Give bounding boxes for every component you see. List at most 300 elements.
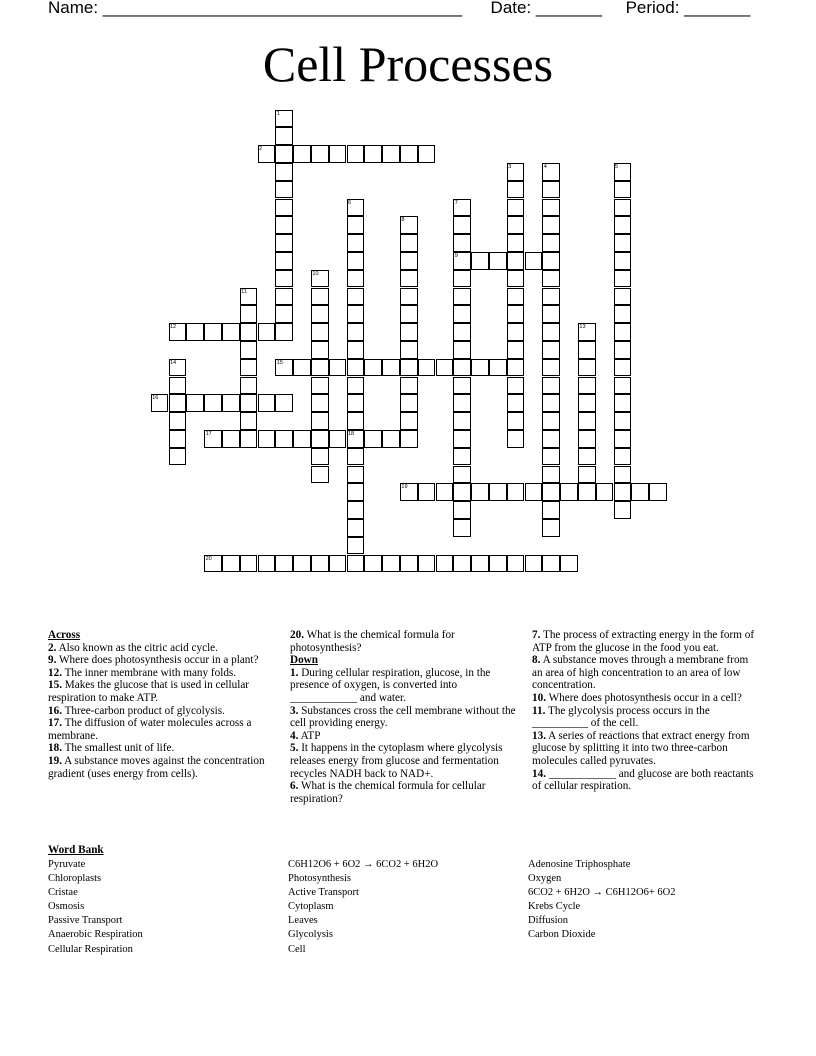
crossword-cell[interactable] — [578, 377, 596, 395]
crossword-clue-number: 19 — [401, 484, 408, 491]
crossword-cell[interactable] — [631, 483, 649, 501]
crossword-cell[interactable] — [453, 305, 471, 323]
crossword-cell[interactable] — [614, 270, 632, 288]
crossword-cell[interactable] — [436, 359, 454, 377]
clue-item — [290, 730, 518, 743]
crossword-cell[interactable] — [453, 394, 471, 412]
clue-number: 16. — [48, 704, 62, 717]
crossword-clue-number: 2 — [259, 146, 263, 153]
clue-text: Makes the glucose that is used in cellular respiration to make ATP. — [48, 679, 250, 704]
crossword-cell[interactable] — [507, 483, 525, 501]
crossword-cell[interactable] — [400, 555, 418, 573]
page-title: Cell Processes — [262, 36, 554, 92]
crossword-cell[interactable] — [240, 377, 258, 395]
crossword-cell[interactable] — [614, 216, 632, 234]
crossword-cell[interactable] — [347, 519, 365, 537]
crossword-cell[interactable] — [311, 341, 329, 359]
crossword-cell[interactable] — [347, 216, 365, 234]
crossword-cell[interactable] — [489, 252, 507, 270]
crossword-cell[interactable] — [329, 359, 347, 377]
crossword-cell[interactable] — [471, 555, 489, 573]
crossword-cell[interactable] — [542, 412, 560, 430]
crossword-cell[interactable] — [400, 394, 418, 412]
clue-text: Three-carbon product of glycolysis. — [64, 704, 225, 717]
clue-number: 7. — [532, 629, 541, 641]
crossword-cell[interactable] — [578, 359, 596, 377]
crossword-cell[interactable] — [542, 341, 560, 359]
crossword-cell[interactable] — [222, 323, 240, 341]
crossword-cell[interactable] — [240, 555, 258, 573]
crossword-cell[interactable] — [293, 555, 311, 573]
crossword-clue-number: 15 — [276, 359, 283, 366]
clue-text: What is the chemical formula for photosynthesis? — [290, 629, 455, 654]
crossword-cell[interactable] — [542, 359, 560, 377]
crossword-cell[interactable] — [453, 270, 471, 288]
crossword-cell[interactable] — [240, 341, 258, 359]
crossword-cell[interactable] — [240, 412, 258, 430]
crossword-cell[interactable] — [471, 483, 489, 501]
crossword-cell[interactable] — [507, 555, 525, 573]
crossword-cell[interactable] — [596, 483, 614, 501]
crossword-cell[interactable] — [222, 555, 240, 573]
date-field-label[interactable]: Date: _______ — [490, 0, 603, 17]
crossword-cell[interactable] — [240, 394, 258, 412]
crossword-cell[interactable] — [400, 377, 418, 395]
crossword-cell[interactable] — [578, 466, 596, 484]
clue-number: 1. — [290, 666, 299, 679]
crossword-cell[interactable] — [311, 430, 329, 448]
crossword-cell[interactable] — [542, 466, 560, 484]
crossword-cell[interactable] — [347, 412, 365, 430]
crossword-cell[interactable] — [560, 483, 578, 501]
crossword-cell[interactable] — [525, 252, 543, 270]
crossword-cell[interactable] — [542, 270, 560, 288]
word-bank-item: Leaves — [288, 915, 318, 927]
clue-number: 14. — [532, 767, 546, 780]
crossword-cell[interactable] — [275, 181, 293, 199]
crossword-cell[interactable] — [614, 305, 632, 323]
crossword-cell[interactable] — [542, 483, 560, 501]
clue-item — [532, 705, 760, 730]
name-field-label[interactable]: Name: ______________________________________ — [48, 0, 463, 17]
crossword-clue-number: 16 — [152, 395, 159, 402]
crossword-cell[interactable] — [453, 359, 471, 377]
crossword-cell[interactable] — [400, 145, 418, 163]
word-bank-item: Carbon Dioxide — [528, 929, 596, 941]
clue-text: The process of extracting energy in the form of ATP from the glucose in the food you eat. — [532, 629, 755, 654]
crossword-cell[interactable] — [347, 234, 365, 252]
crossword-cell[interactable] — [614, 394, 632, 412]
clue-text: What is the chemical formula for cellular respiration? — [290, 780, 486, 805]
crossword-cell[interactable] — [489, 555, 507, 573]
crossword-cell[interactable] — [293, 145, 311, 163]
word-bank-item: Diffusion — [528, 915, 569, 927]
crossword-cell[interactable] — [542, 216, 560, 234]
crossword-cell[interactable] — [347, 537, 365, 555]
crossword-cell[interactable] — [275, 234, 293, 252]
crossword-cell[interactable] — [507, 234, 525, 252]
crossword-cell[interactable] — [311, 412, 329, 430]
crossword-cell[interactable] — [400, 234, 418, 252]
crossword-cell[interactable] — [614, 412, 632, 430]
crossword-cell[interactable] — [258, 394, 276, 412]
crossword-cell[interactable] — [275, 430, 293, 448]
crossword-cell[interactable] — [507, 394, 525, 412]
crossword-cell[interactable] — [418, 359, 436, 377]
crossword-cell[interactable] — [542, 519, 560, 537]
crossword-cell[interactable] — [453, 216, 471, 234]
clue-item — [48, 642, 276, 655]
crossword-cell[interactable] — [186, 394, 204, 412]
crossword-cell[interactable] — [507, 199, 525, 217]
crossword-cell[interactable] — [418, 145, 436, 163]
crossword-clue-number: 20 — [205, 555, 212, 562]
crossword-cell[interactable] — [542, 288, 560, 306]
crossword-cell[interactable] — [258, 323, 276, 341]
word-bank-item: Adenosine Triphosphate — [528, 859, 631, 870]
crossword-cell[interactable] — [614, 252, 632, 270]
crossword-cell[interactable] — [400, 323, 418, 341]
clue-item — [48, 705, 276, 718]
crossword-cell[interactable] — [275, 199, 293, 217]
crossword-cell[interactable] — [382, 145, 400, 163]
word-bank-column-3 — [528, 858, 675, 943]
crossword-cell[interactable] — [400, 341, 418, 359]
crossword-cell[interactable] — [400, 305, 418, 323]
crossword-cell[interactable] — [347, 377, 365, 395]
crossword-cell[interactable] — [453, 448, 471, 466]
crossword-cell[interactable] — [489, 359, 507, 377]
word-bank-item: Passive Transport — [48, 915, 123, 927]
clue-text: A substance moves through a membrane from an area of high concentration to an area of low concentration. — [532, 654, 749, 692]
crossword-cell[interactable] — [275, 288, 293, 306]
crossword-cell[interactable] — [275, 252, 293, 270]
crossword-cell[interactable] — [275, 555, 293, 573]
crossword-cell[interactable] — [453, 412, 471, 430]
clue-text: It happens in the cytoplasm where glycolysis releases energy from glucose and fermentation recycles NADH back to NAD+. — [290, 742, 503, 780]
word-bank-item: Cristae — [48, 887, 78, 899]
crossword-cell[interactable] — [311, 377, 329, 395]
crossword-cell[interactable] — [578, 430, 596, 448]
clue-text: During cellular respiration, glucose, in the presence of oxygen, is converted into ____________ and water. — [290, 666, 491, 704]
word-bank-item: Cytoplasm — [288, 901, 334, 913]
crossword-cell[interactable] — [578, 483, 596, 501]
clue-text: The smallest unit of life. — [64, 742, 175, 755]
crossword-cell[interactable] — [453, 341, 471, 359]
crossword-cell[interactable] — [311, 448, 329, 466]
crossword-cell[interactable] — [293, 359, 311, 377]
crossword-cell[interactable] — [347, 323, 365, 341]
clue-number: 12. — [48, 666, 62, 679]
crossword-cell[interactable] — [311, 323, 329, 341]
crossword-cell[interactable] — [453, 519, 471, 537]
crossword-cell[interactable] — [542, 234, 560, 252]
crossword-cell[interactable] — [222, 430, 240, 448]
crossword-cell[interactable] — [614, 199, 632, 217]
word-bank-item: Cell — [288, 943, 306, 955]
crossword-cell[interactable] — [507, 270, 525, 288]
crossword-cell[interactable] — [542, 323, 560, 341]
crossword-cell[interactable] — [436, 555, 454, 573]
crossword-cell[interactable] — [400, 288, 418, 306]
crossword-cell[interactable] — [507, 181, 525, 199]
period-field-label[interactable]: Period: _______ — [625, 0, 751, 17]
crossword-cell[interactable] — [614, 501, 632, 519]
crossword-cell[interactable] — [169, 448, 187, 466]
crossword-cell[interactable] — [614, 323, 632, 341]
crossword-cell[interactable] — [382, 430, 400, 448]
crossword-cell[interactable] — [400, 270, 418, 288]
crossword-clue-number: 3 — [508, 163, 512, 170]
clue-text: Also known as the citric acid cycle. — [58, 641, 218, 654]
crossword-clue-number: 1 — [276, 110, 280, 117]
crossword-cell[interactable] — [525, 483, 543, 501]
crossword-cell[interactable] — [614, 483, 632, 501]
crossword-cell[interactable] — [275, 127, 293, 145]
crossword-cell[interactable] — [204, 394, 222, 412]
crossword-cell[interactable] — [311, 305, 329, 323]
crossword-cell[interactable] — [525, 555, 543, 573]
crossword-clue-number: 11 — [241, 288, 247, 295]
clue-item — [48, 755, 276, 780]
crossword-cell[interactable] — [240, 305, 258, 323]
crossword-cell[interactable] — [614, 288, 632, 306]
crossword-cell[interactable] — [453, 501, 471, 519]
crossword-cell[interactable] — [329, 145, 347, 163]
word-bank-item: C6H12O6 + 6O2 → 6CO2 + 6H2O — [288, 859, 439, 870]
crossword-cell[interactable] — [169, 430, 187, 448]
crossword-cell[interactable] — [453, 483, 471, 501]
crossword-cell[interactable] — [293, 430, 311, 448]
crossword-cell[interactable] — [275, 270, 293, 288]
clue-number: 17. — [48, 717, 62, 730]
crossword-cell[interactable] — [614, 448, 632, 466]
word-bank-column-1 — [48, 858, 143, 957]
crossword-cell[interactable] — [560, 555, 578, 573]
crossword-cell[interactable] — [614, 341, 632, 359]
crossword-cell[interactable] — [275, 145, 293, 163]
crossword-cell[interactable] — [186, 323, 204, 341]
clue-text: The glycolysis process occurs in the __________ of the cell. — [532, 704, 710, 730]
crossword-cell[interactable] — [614, 466, 632, 484]
crossword-cell[interactable] — [258, 430, 276, 448]
clue-number: 18. — [48, 742, 62, 755]
crossword-cell[interactable] — [542, 394, 560, 412]
clue-number: 4. — [290, 729, 299, 742]
crossword-cell[interactable] — [418, 483, 436, 501]
crossword-cell[interactable] — [507, 377, 525, 395]
crossword-cell[interactable] — [275, 394, 293, 412]
crossword-cell[interactable] — [507, 359, 525, 377]
crossword-cell[interactable] — [275, 305, 293, 323]
crossword-cell[interactable] — [453, 323, 471, 341]
crossword-cell[interactable] — [275, 216, 293, 234]
clue-item — [48, 667, 276, 680]
crossword-cell[interactable] — [347, 555, 365, 573]
crossword-cell[interactable] — [347, 466, 365, 484]
crossword-cell[interactable] — [347, 483, 365, 501]
crossword-cell[interactable] — [453, 288, 471, 306]
clue-item — [532, 654, 760, 692]
crossword-cell[interactable] — [471, 252, 489, 270]
crossword-cell[interactable] — [347, 145, 365, 163]
clue-item — [290, 667, 518, 705]
crossword-cell[interactable] — [400, 430, 418, 448]
crossword-cell[interactable] — [258, 555, 276, 573]
word-bank-item: Glycolysis — [288, 929, 333, 941]
crossword-cell[interactable] — [507, 323, 525, 341]
crossword-cell[interactable] — [329, 555, 347, 573]
clues-column-2 — [290, 629, 518, 805]
crossword-cell[interactable] — [347, 359, 365, 377]
clue-item — [48, 679, 276, 704]
crossword-cell[interactable] — [364, 145, 382, 163]
crossword-cell[interactable] — [614, 377, 632, 395]
crossword-cell[interactable] — [169, 377, 187, 395]
crossword-cell[interactable] — [240, 359, 258, 377]
crossword-cell[interactable] — [542, 252, 560, 270]
crossword-cell[interactable] — [364, 430, 382, 448]
crossword-cell[interactable] — [311, 555, 329, 573]
crossword-cell[interactable] — [542, 501, 560, 519]
word-bank-title: Word Bank — [48, 844, 104, 856]
crossword-cell[interactable] — [578, 341, 596, 359]
crossword-cell[interactable] — [453, 466, 471, 484]
crossword-cell[interactable] — [400, 359, 418, 377]
word-bank-item: Krebs Cycle — [528, 901, 581, 913]
crossword-cell[interactable] — [453, 555, 471, 573]
crossword-cell[interactable] — [542, 305, 560, 323]
crossword-cell[interactable] — [204, 323, 222, 341]
crossword-clue-number: 9 — [454, 252, 458, 259]
clue-item — [290, 629, 518, 654]
crossword-cell[interactable] — [275, 323, 293, 341]
crossword-cell[interactable] — [542, 377, 560, 395]
clue-text: The inner membrane with many folds. — [64, 666, 237, 679]
crossword-cell[interactable] — [364, 359, 382, 377]
crossword-cell[interactable] — [507, 288, 525, 306]
crossword-cell[interactable] — [471, 359, 489, 377]
crossword-clue-number: 18 — [348, 430, 355, 437]
clue-item — [48, 742, 276, 755]
clue-text: Substances cross the cell membrane without the cell providing energy. — [290, 704, 516, 730]
crossword-cell[interactable] — [578, 412, 596, 430]
clue-item — [290, 780, 518, 805]
crossword-cell[interactable] — [311, 288, 329, 306]
clue-section-heading: Down — [290, 654, 318, 667]
crossword-cell[interactable] — [347, 341, 365, 359]
crossword-cell[interactable] — [311, 466, 329, 484]
clue-text: Where does photosynthesis occur in a plant? — [59, 654, 259, 667]
crossword-cell[interactable] — [578, 448, 596, 466]
crossword-cell[interactable] — [240, 430, 258, 448]
crossword-cell[interactable] — [507, 305, 525, 323]
crossword-cell[interactable] — [507, 430, 525, 448]
clue-item — [48, 717, 276, 742]
crossword-cell[interactable] — [347, 270, 365, 288]
crossword-cell[interactable] — [311, 359, 329, 377]
crossword-cell[interactable] — [329, 430, 347, 448]
crossword-cell[interactable] — [649, 483, 667, 501]
crossword-cell[interactable] — [542, 555, 560, 573]
crossword-clue-number: 5 — [615, 163, 619, 170]
crossword-clue-number: 10 — [312, 270, 319, 277]
crossword-cell[interactable] — [489, 483, 507, 501]
crossword-cell[interactable] — [542, 199, 560, 217]
crossword-cell[interactable] — [453, 234, 471, 252]
clue-number: 3. — [290, 704, 299, 717]
word-bank-item: 6CO2 + 6H2O → C6H12O6+ 6O2 — [528, 887, 676, 899]
crossword-cell[interactable] — [507, 216, 525, 234]
clue-number: 2. — [48, 641, 57, 654]
crossword-cell[interactable] — [347, 288, 365, 306]
crossword-cell[interactable] — [507, 412, 525, 430]
crossword-cell[interactable] — [364, 555, 382, 573]
crossword-cell[interactable] — [169, 412, 187, 430]
crossword-clue-number: 13 — [579, 324, 586, 331]
clue-number: 11. — [532, 704, 546, 717]
crossword-cell[interactable] — [347, 252, 365, 270]
crossword-cell[interactable] — [578, 394, 596, 412]
crossword-cell[interactable] — [347, 394, 365, 412]
crossword-cell[interactable] — [453, 430, 471, 448]
crossword-cell[interactable] — [614, 181, 632, 199]
clue-item — [290, 742, 518, 780]
crossword-cell[interactable] — [453, 377, 471, 395]
word-bank-item: Cellular Respiration — [48, 943, 133, 955]
crossword-cell[interactable] — [347, 501, 365, 519]
clue-number: 6. — [290, 780, 299, 793]
crossword-cell[interactable] — [614, 430, 632, 448]
clue-number: 5. — [290, 742, 299, 755]
word-bank-item: Photosynthesis — [288, 873, 352, 885]
crossword-cell[interactable] — [507, 252, 525, 270]
crossword-cell[interactable] — [222, 394, 240, 412]
word-bank-item: Active Transport — [288, 887, 359, 899]
crossword-cell[interactable] — [614, 359, 632, 377]
clue-text: ____________ and glucose are both reactants of cellular respiration. — [532, 767, 754, 793]
crossword-cell[interactable] — [542, 181, 560, 199]
clue-text: A series of reactions that extract energy from glucose by splitting it into two three-carbon molecules called pyruvates. — [532, 729, 750, 767]
crossword-cell[interactable] — [382, 359, 400, 377]
clue-item — [48, 654, 276, 667]
clue-text: Where does photosynthesis occur in a cell? — [548, 691, 742, 704]
word-bank-item: Oxygen — [528, 873, 562, 885]
crossword-cell[interactable] — [311, 145, 329, 163]
crossword-cell[interactable] — [614, 234, 632, 252]
crossword-cell[interactable] — [542, 448, 560, 466]
crossword-cell[interactable] — [542, 430, 560, 448]
crossword-cell[interactable] — [382, 555, 400, 573]
crossword-clue-number: 4 — [543, 163, 547, 170]
crossword-cell[interactable] — [400, 252, 418, 270]
crossword-cell[interactable] — [347, 448, 365, 466]
word-bank-item: Anaerobic Respiration — [48, 929, 143, 941]
clue-item — [290, 705, 518, 730]
crossword-cell[interactable] — [507, 341, 525, 359]
word-bank-column-2 — [288, 858, 438, 957]
crossword-cell[interactable] — [169, 394, 187, 412]
crossword-cell[interactable] — [418, 555, 436, 573]
crossword-cell[interactable] — [311, 394, 329, 412]
crossword-cell[interactable] — [240, 323, 258, 341]
crossword-cell[interactable] — [400, 412, 418, 430]
crossword-cell[interactable] — [347, 305, 365, 323]
crossword-cell[interactable] — [436, 483, 454, 501]
crossword-cell[interactable] — [275, 163, 293, 181]
crossword-clue-number: 7 — [454, 199, 458, 206]
crossword-clue-number: 12 — [170, 324, 177, 331]
